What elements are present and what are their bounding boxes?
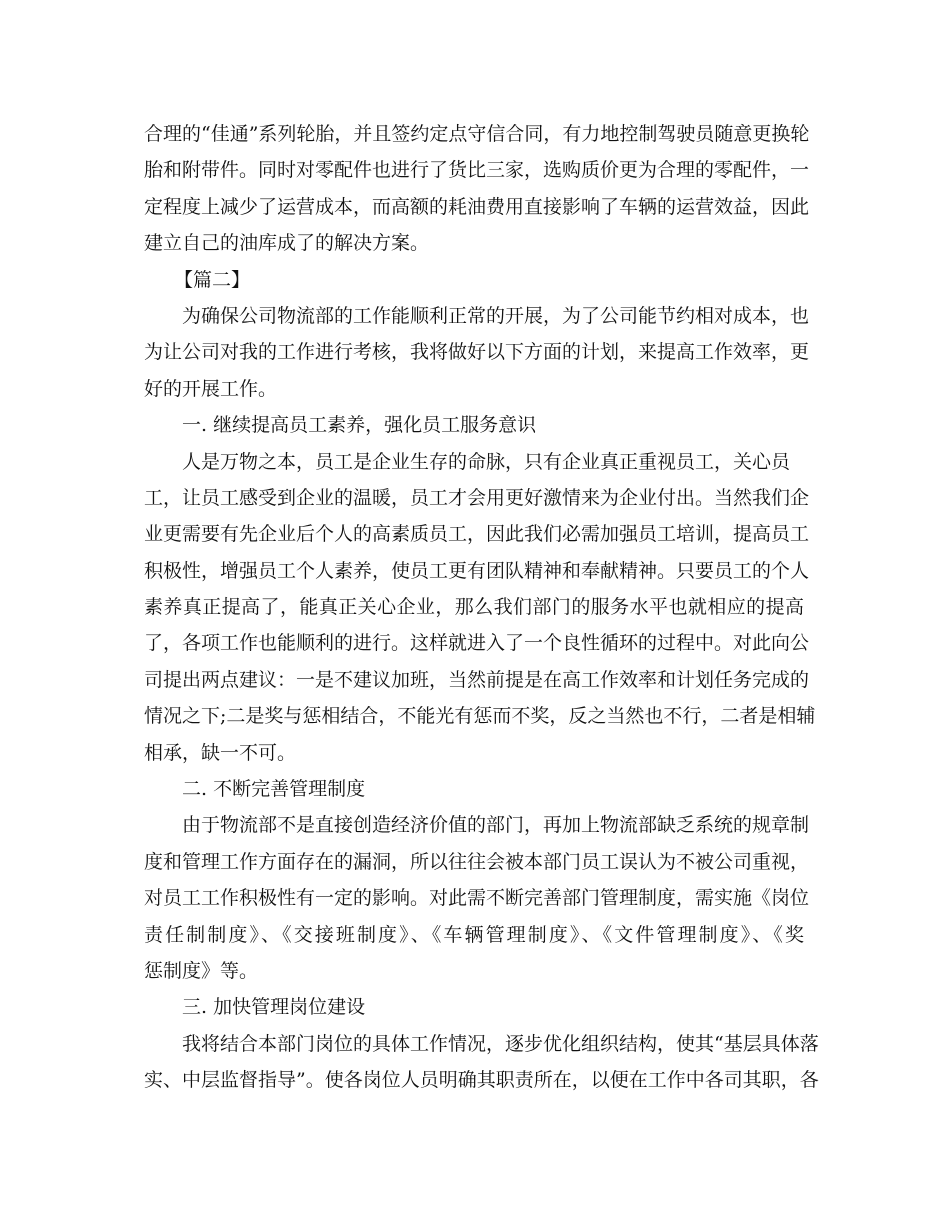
paragraph-line: 素养真正提高了，能真正关心企业，那么我们部门的服务水平也就相应的提高 <box>144 596 804 619</box>
paragraph-line: 胎和附带件。同时对零配件也进行了货比三家，选购质价更为合理的零配件，一 <box>144 159 810 182</box>
paragraph-line: 工，让员工感受到企业的温暖，员工才会用更好激情来为企业付出。当然我们企 <box>144 486 810 509</box>
paragraph-line: 我将结合本部门岗位的具体工作情况，逐步优化组织结构，使其“基层具体落 <box>182 1032 819 1055</box>
paragraph-line: 积极性，增强员工个人素养，使员工更有团队精神和奉献精神。只要员工的个人 <box>144 559 810 582</box>
paragraph-line: 了，各项工作也能顺利的进行。这样就进入了一个良性循环的过程中。对此向公 <box>144 632 810 655</box>
paragraph-line: 实、中层监督指导”。使各岗位人员明确其职责所在，以便在工作中各司其职，各 <box>144 1069 819 1092</box>
paragraph-2 <box>144 298 810 407</box>
paragraph-line: 业更需要有先企业后个人的高素质员工，因此我们必需加强员工培训，提高员工 <box>144 523 810 546</box>
paragraph-line: 由于物流部不是直接创造经济价值的部门，再加上物流部缺乏系统的规章制 <box>182 814 810 837</box>
paragraph-line: 好的开展工作。 <box>144 377 278 400</box>
paragraph-line: 责任制制度》、《交接班制度》、《车辆管理制度》、《文件管理制度》、《奖 <box>144 923 804 946</box>
paragraph-line: 人是万物之本，员工是企业生存的命脉，只有企业真正重视员工，关心员 <box>182 450 791 473</box>
document-body <box>144 116 819 1099</box>
paragraph-line: 相承，缺一不可。 <box>144 741 297 764</box>
paragraph-line: 对员工工作积极性有一定的影响。对此需不断完善部门管理制度，需实施《岗位 <box>144 887 810 910</box>
paragraph-line: 司提出两点建议：一是不建议加班，当然前提是在高工作效率和计划任务完成的 <box>144 668 810 691</box>
paragraph-4 <box>144 807 810 989</box>
paragraph-line: 合理的“佳通”系列轮胎，并且签约定点守信合同，有力地控制驾驶员随意更换轮 <box>144 123 810 145</box>
section-heading-3: 三. 加快管理岗位建设 <box>182 996 366 1019</box>
paragraph-line: 惩制度》等。 <box>144 959 259 982</box>
paragraph-line: 度和管理工作方面存在的漏洞，所以往往会被本部门员工误认为不被公司重视， <box>144 850 810 873</box>
section-heading-2: 二. 不断完善管理制度 <box>182 778 366 801</box>
paragraph-1 <box>144 116 810 262</box>
section-heading-1: 一. 继续提高员工素养，强化员工服务意识 <box>182 414 537 437</box>
paragraph-line: 情况之下;二是奖与惩相结合，不能光有惩而不奖，反之当然也不行，二者是相辅 <box>144 705 816 728</box>
paragraph-line: 定程度上减少了运营成本，而高额的耗油费用直接影响了车辆的运营效益，因此 <box>144 195 810 218</box>
section-label: 【篇二】 <box>174 268 251 291</box>
paragraph-3 <box>144 444 816 772</box>
paragraph-5 <box>144 1026 819 1099</box>
paragraph-line: 为让公司对我的工作进行考核，我将做好以下方面的计划，来提高工作效率，更 <box>144 341 810 364</box>
paragraph-line: 为确保公司物流部的工作能顺利正常的开展，为了公司能节约相对成本，也 <box>182 304 810 327</box>
paragraph-line: 建立自己的油库成了的解决方案。 <box>144 232 430 255</box>
